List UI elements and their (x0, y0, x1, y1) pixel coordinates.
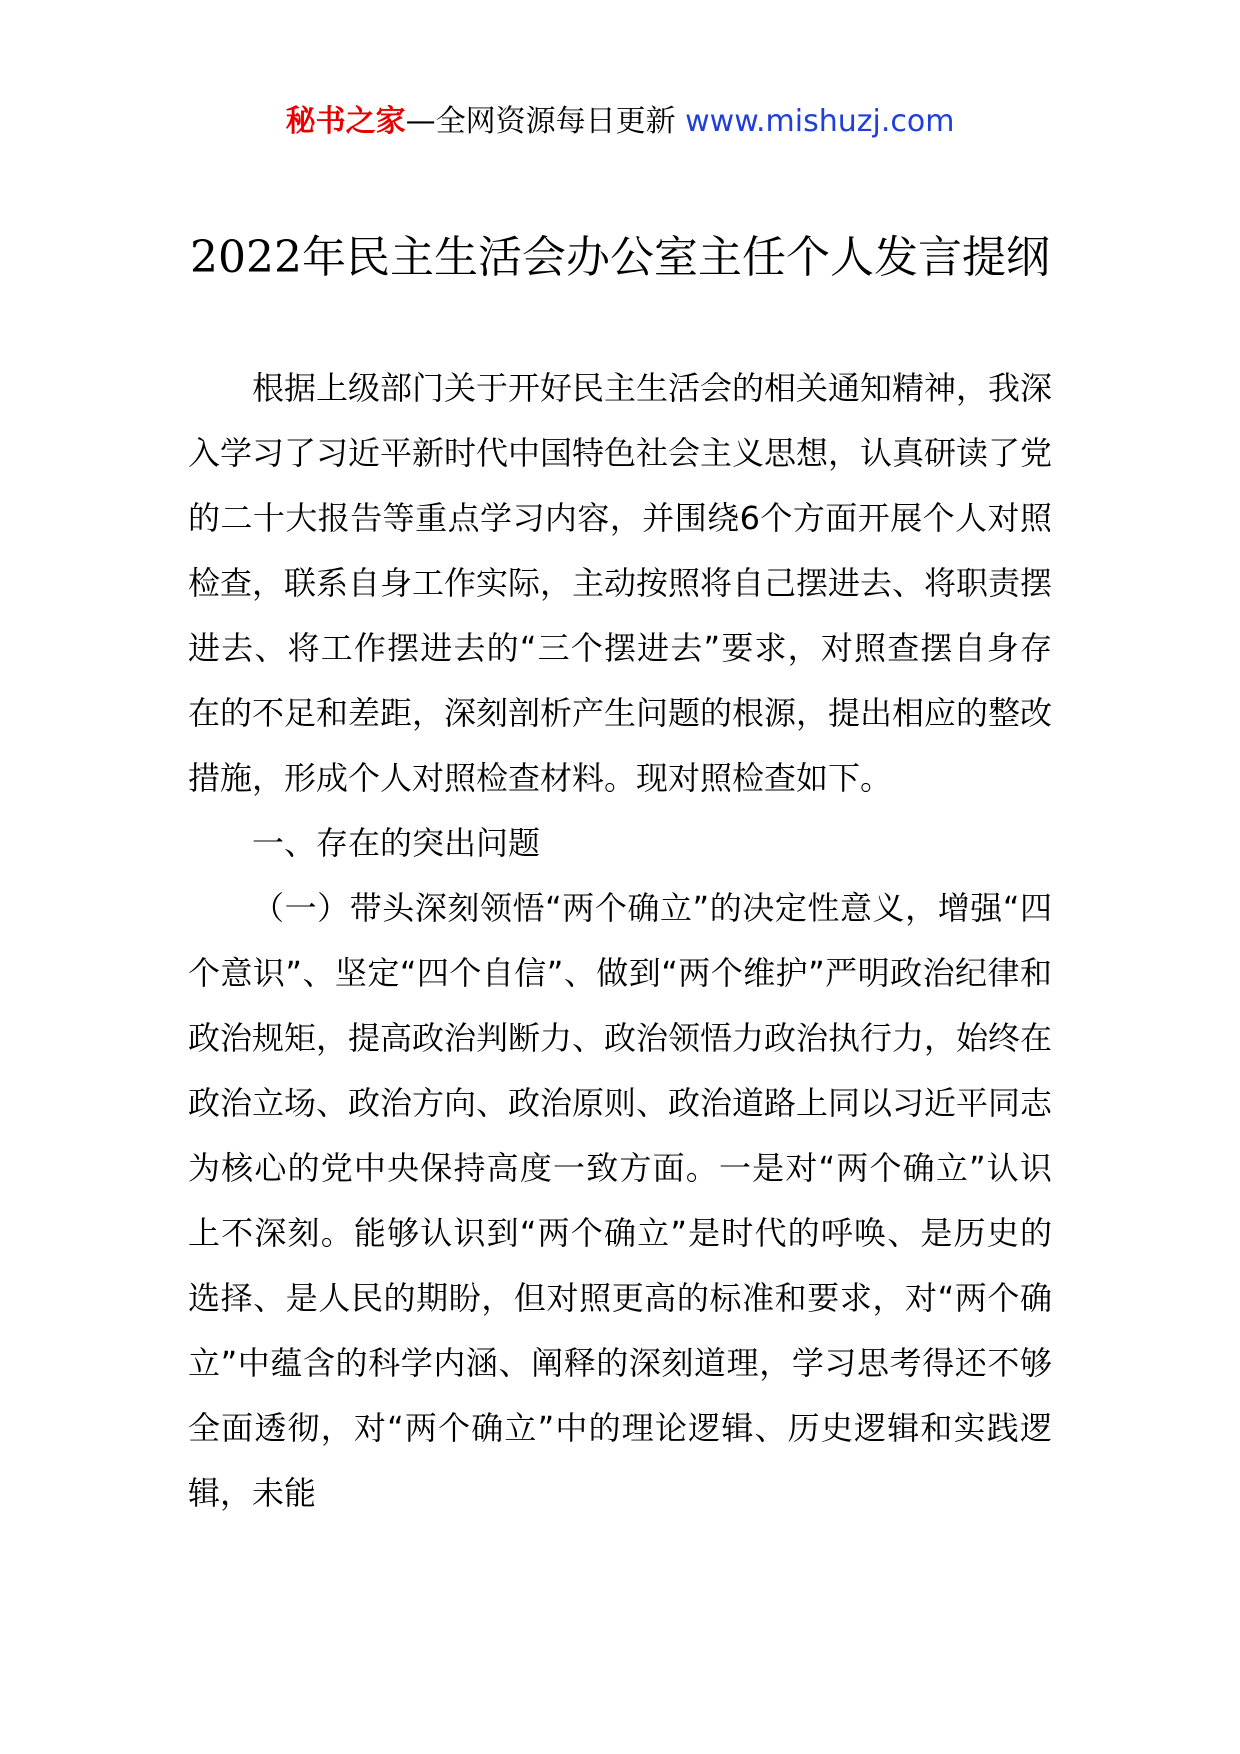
section-heading: 一、存在的突出问题 (252, 824, 541, 862)
site-url-link[interactable]: www.mishuzj.com (685, 104, 955, 139)
section-paragraph: （一）带头深刻领悟“两个确立”的决定性意义，增强“四个意识”、坚定“四个自信”、做到“两个维护”严明政治纪律和政治规矩，提高政治判断力、政治领悟力政治执行力，始终在政治立场、政治方向、政治原则、政治道路上同以习近平同志为核心的党中央保持高度一致方面。一是对“两个确立”认识上不深刻。能够认识到“两个确立”是时代的呼唤、是历史的选择、是人民的期盼，但对照更高的标准和要求，对“两个确立”中蕴含的科学内涵、阐释的深刻道理，学习思考得还不够全面透彻，对“两个确立”中的理论逻辑、历史逻辑和实践逻辑，未能 (188, 889, 1053, 1512)
header-banner (0, 100, 1240, 144)
header-tagline: —全网资源每日更新 (405, 104, 686, 139)
intro-paragraph: 根据上级部门关于开好民主生活会的相关通知精神，我深入学习了习近平新时代中国特色社会主义思想，认真研读了党的二十大报告等重点学习内容，并围绕6个方面开展个人对照检查，联系自身工作实际，主动按照将自己摆进去、将职责摆进去、将工作摆进去的“三个摆进去”要求，对照查摆自身存在的不足和差距，深刻剖析产生问题的根源，提出相应的整改措施，形成个人对照检查材料。现对照检查如下。 (188, 369, 1053, 797)
document-body (188, 356, 1052, 1526)
document-title: 2022年民主生活会办公室主任个人发言提纲 (190, 232, 1050, 283)
brand-name: 秘书之家 (285, 104, 406, 139)
